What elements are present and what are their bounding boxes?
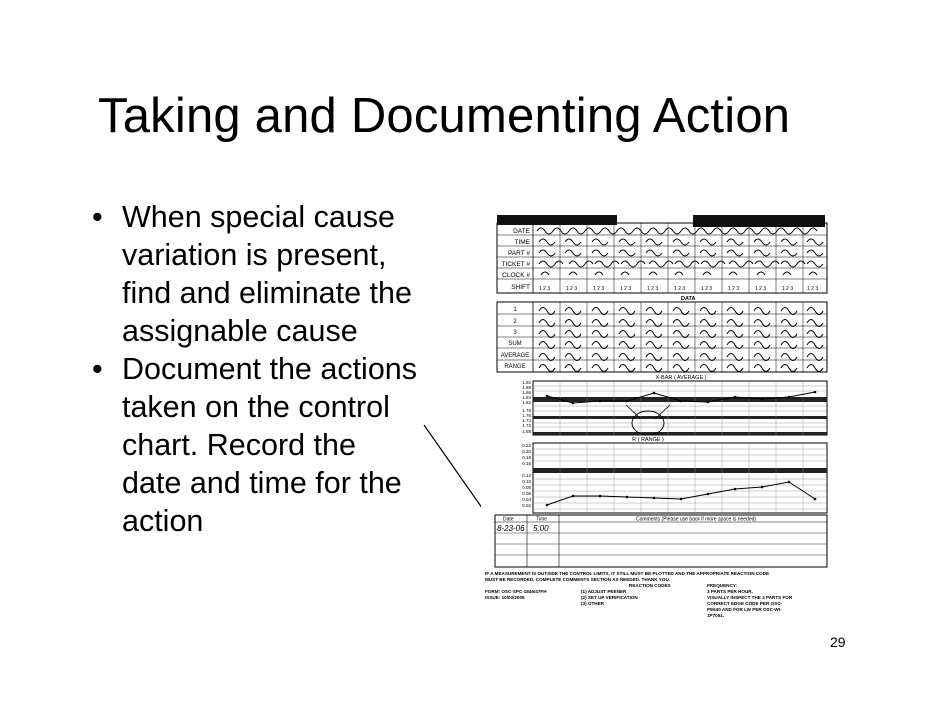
header-label: SHIFT <box>511 284 530 291</box>
form-line: FORM: OSC-SPC-1846/47FH <box>485 589 547 594</box>
bullet-line: Document the actions <box>122 352 417 386</box>
bullet-line: find and eliminate the <box>122 276 412 310</box>
xbar-tick: 1.82 <box>522 400 531 405</box>
frequency-line: CORRECT EDGE CODE PER OSC- <box>707 601 783 606</box>
footer-line: MUST BE RECORDED. COMPLETE COMMENTS SECTION AS NEEDED. THANK YOU. <box>485 577 671 582</box>
xbar-tick: 1.84 <box>522 395 531 400</box>
svg-text:1 2 3: 1 2 3 <box>674 286 686 292</box>
xbar-tick: 1.68 <box>522 429 531 434</box>
svg-text:1 2 3: 1 2 3 <box>593 286 605 292</box>
frequency-line: 1P7051. <box>707 613 725 618</box>
svg-text:1 2 3: 1 2 3 <box>728 286 740 292</box>
footer-line: IF A MEASUREMENT IS OUTSIDE THE CONTROL LIMITS, IT STILL MUST BE PLOTTED AND THE APPROPRIATE REACTION CODE <box>485 571 770 576</box>
bullet-line: chart. Record the <box>122 428 356 462</box>
slide-title: Taking and Documenting Action <box>98 89 791 143</box>
comments-time-header: Time <box>536 516 547 523</box>
row-label: 1 <box>513 307 517 313</box>
frequency-line: 3 PARTS PER HOUR. <box>707 589 753 594</box>
bullet-marker: • <box>92 200 103 234</box>
range-tick: 0.12 <box>522 473 531 478</box>
bullet-line: taken on the control <box>122 390 390 424</box>
row-label: SUM <box>508 341 522 347</box>
header-label: CLOCK # <box>502 272 530 279</box>
header-label: TICKET # <box>501 261 530 268</box>
range-tick: 0.20 <box>522 449 531 454</box>
row-label: RANGE <box>504 364 526 370</box>
svg-text:1 2 3: 1 2 3 <box>566 286 578 292</box>
xbar-tick: 1.76 <box>522 413 531 418</box>
reaction-codes-title: REACTION CODES <box>629 583 671 588</box>
bullet-marker: • <box>92 352 103 386</box>
data-label: DATA <box>681 296 696 302</box>
header-label: PART # <box>507 250 530 257</box>
frequency-line: FREQUENCY: <box>707 583 738 588</box>
svg-text:1 2 3: 1 2 3 <box>755 286 767 292</box>
bullet-line: assignable cause <box>122 314 358 348</box>
range-tick: 0.08 <box>522 485 531 490</box>
svg-text:1 2 3: 1 2 3 <box>807 286 819 292</box>
comments-header: Comments (Please use back if more space is needed) <box>636 516 757 523</box>
bullet-line: date and time for the <box>122 466 402 500</box>
range-tick: 0.16 <box>522 461 531 466</box>
bullet-line: action <box>122 504 204 538</box>
range-tick: 0.06 <box>522 491 531 496</box>
page-number: 29 <box>830 634 846 650</box>
bullet-line: variation is present, <box>122 238 387 272</box>
range-tick: 0.10 <box>522 479 531 484</box>
row-label: 2 <box>513 319 517 325</box>
reaction-code: (1) ADJUST PEENER <box>581 589 627 594</box>
bullet-line: When special cause <box>122 200 395 234</box>
xbar-tick: 1.86 <box>522 390 531 395</box>
svg-text:1 2 3: 1 2 3 <box>647 286 659 292</box>
xbar-tick: 1.72 <box>522 423 531 428</box>
frequency-line: VISUALLY INSPECT THE 3 PARTS FOR <box>707 595 793 600</box>
header-label: DATE <box>513 228 530 235</box>
xbar-tick: 1.88 <box>522 385 531 390</box>
range-title: R ( RANGE ) <box>632 437 664 443</box>
reaction-code: (2) SET UP VERIFICATION <box>581 595 638 600</box>
reaction-code: (3) OTHER <box>581 601 604 606</box>
header-label: TIME <box>514 239 530 246</box>
svg-text:1 2 3: 1 2 3 <box>701 286 713 292</box>
row-label: AVERAGE <box>500 353 530 359</box>
form-line: ISSUE: 10/03/2005 <box>485 595 525 600</box>
range-tick: 0.22 <box>522 443 531 448</box>
range-tick: 0.04 <box>522 497 531 502</box>
xbar-tick: 1.78 <box>522 408 531 413</box>
svg-text:1 2 3: 1 2 3 <box>620 286 632 292</box>
control-chart-form <box>481 209 831 627</box>
frequency-line: PE640 AND FOR LW PER OSC-WI- <box>707 607 782 612</box>
xbar-tick: 1.92 <box>522 380 531 385</box>
xbar-title: X-BAR ( AVERAGE ) <box>655 375 707 381</box>
row-label: 3 <box>513 330 517 336</box>
svg-text:1 2 3: 1 2 3 <box>539 286 551 292</box>
comments-date-header: Date <box>503 516 514 523</box>
range-tick: 0.02 <box>522 503 531 508</box>
handwritten-time: 5:00 <box>533 524 549 533</box>
svg-text:1 2 3: 1 2 3 <box>782 286 794 292</box>
range-tick: 0.18 <box>522 455 531 460</box>
handwritten-date: 8-23-06 <box>497 524 525 533</box>
xbar-tick: 1.74 <box>522 418 531 423</box>
